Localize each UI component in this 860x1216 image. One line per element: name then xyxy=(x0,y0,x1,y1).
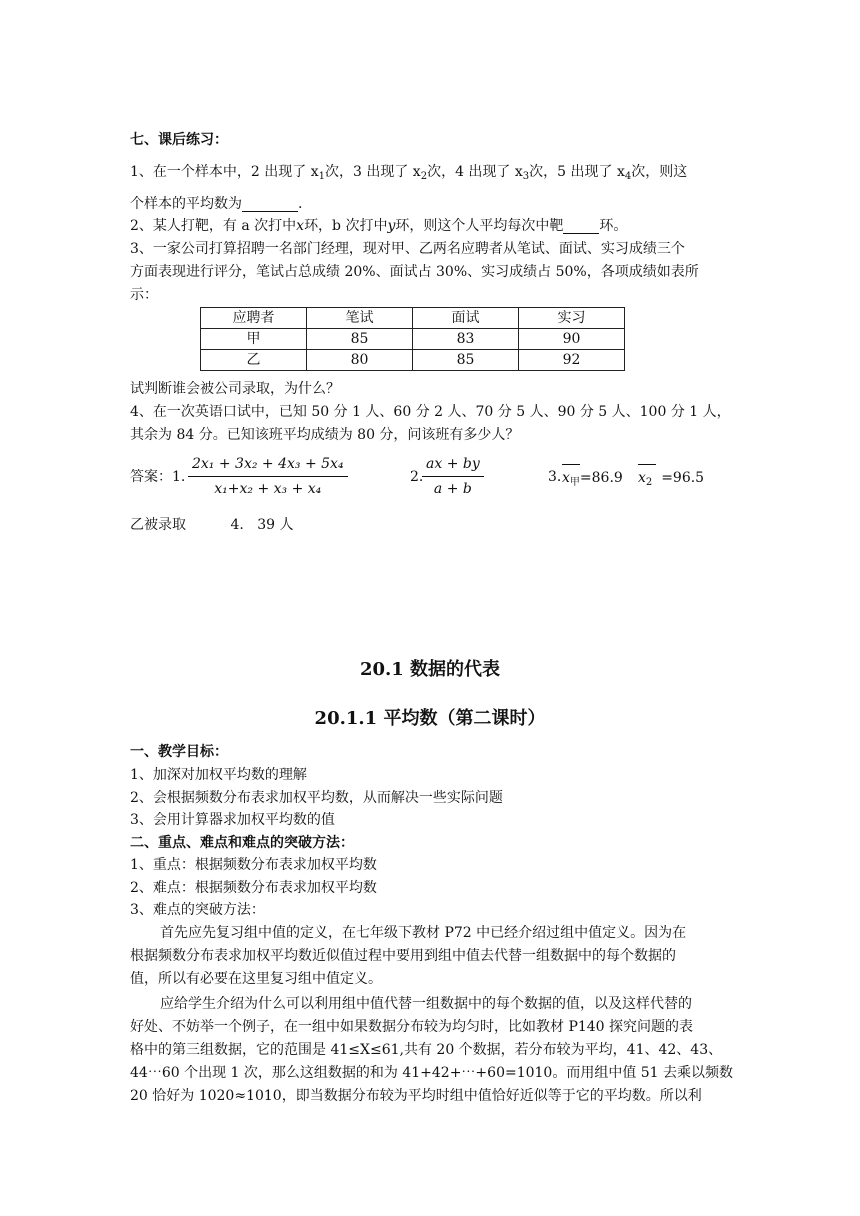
lesson-subtitle: 20.1.1 平均数（第二课时） xyxy=(314,708,546,729)
q2-part-d: 环。 xyxy=(599,218,628,234)
table-cell: 83 xyxy=(413,329,519,350)
q2-part-b: 环，b 次打中 xyxy=(304,218,388,234)
q1-end: . xyxy=(298,196,303,212)
mean-value: =96.5 xyxy=(661,470,705,486)
question-3-line-3: 示： xyxy=(130,287,158,303)
mean-symbol: x xyxy=(638,470,646,486)
paragraph-2-line: 格中的第三组数据，它的范围是 41≤X≤61,共有 20 个数据，若分布较为平均，41、42、43、 xyxy=(130,1042,723,1058)
goal-item: 2、会根据频数分布表求加权平均数，从而解决一些实际问题 xyxy=(130,790,503,806)
question-1-line-2 xyxy=(130,197,302,212)
goal-heading: 一、教学目标： xyxy=(130,744,228,760)
goal-item: 3、会用计算器求加权平均数的值 xyxy=(130,812,335,828)
answer-3-label: 3. xyxy=(548,469,562,485)
overline-bar xyxy=(562,464,580,465)
paragraph-1-line: 值，所以有必要在这里复习组中值定义。 xyxy=(130,971,382,987)
scores-table xyxy=(200,307,625,371)
q1-sub-4: 4 xyxy=(624,171,632,182)
mean-subscript: 甲 xyxy=(569,477,580,488)
table-cell: 80 xyxy=(307,350,413,371)
table-header-cell: 应聘者 xyxy=(201,308,307,329)
goal-item: 1、加深对加权平均数的理解 xyxy=(130,767,307,783)
key-heading: 二、重点、难点和难点的突破方法： xyxy=(130,835,354,851)
key-item: 3、难点的突破方法： xyxy=(130,902,265,918)
lesson-title: 20.1 数据的代表 xyxy=(359,659,501,680)
table-cell: 92 xyxy=(519,350,625,371)
q1-prefix: 1、在一个样本中，2 出现了 x xyxy=(130,164,319,180)
q2-part-a: 2、某人打靶，有 a 次打中 xyxy=(130,218,297,234)
paragraph-2-line: 20 恰好为 1020≈1010，即当数据分布较为平均时组中值恰好近似等于它的平均数。所以利 xyxy=(130,1088,702,1104)
question-3-line-2: 方面表现进行评分，笔试占总成绩 20%、面试占 30%、实习成绩占 50%，各项成绩如表所 xyxy=(130,264,699,280)
table-cell: 乙 xyxy=(201,350,307,371)
table-cell: 90 xyxy=(519,329,625,350)
section-heading-exercises: 七、课后练习： xyxy=(130,132,228,148)
key-item: 2、难点：根据频数分布表求加权平均数 xyxy=(130,880,377,896)
paragraph-2-line: 好处、不妨举一个例子，在一组中如果数据分布较为均匀时，比如教材 P140 探究问题的表 xyxy=(130,1019,694,1035)
answer-3-mean-1 xyxy=(562,470,623,488)
table-cell: 85 xyxy=(413,350,519,371)
q1-text-4: 次，则这 xyxy=(631,164,688,180)
question-1-line-1 xyxy=(130,165,687,182)
answer-2-label: 2. xyxy=(410,469,424,485)
answer-1-denominator: x₁+x₂ + x₃ + x₄ xyxy=(188,476,348,497)
mean-value: =86.9 xyxy=(579,470,623,486)
answer-2-fraction xyxy=(422,456,484,497)
q2-part-c: 环，则这个人平均每次中靶 xyxy=(395,218,564,234)
overline-bar xyxy=(638,464,656,465)
q1-text-2: 次，4 出现了 x xyxy=(427,164,523,180)
answers-line-2: 乙被录取 4. 39 人 xyxy=(130,517,294,533)
table-cell: 85 xyxy=(307,329,413,350)
answer-2-numerator: ax + by xyxy=(426,456,480,472)
q2-var-x: x xyxy=(296,218,305,234)
answer-2-denominator: a + b xyxy=(422,476,484,497)
answer-1-fraction xyxy=(188,456,348,497)
table-row xyxy=(201,350,625,371)
mean-symbol: x xyxy=(562,470,570,486)
question-4-line-1: 4、在一次英语口试中，已知 50 分 1 人、60 分 2 人、70 分 5 人、90 分 5 人、100 分 1 人， xyxy=(130,404,731,420)
key-item: 1、重点：根据频数分布表求加权平均数 xyxy=(130,857,377,873)
q2-var-y: y xyxy=(387,218,396,234)
question-2 xyxy=(130,219,627,234)
answer-1-numerator: 2x₁ + 3x₂ + 4x₃ + 5x₄ xyxy=(192,456,344,472)
q1-text-3: 次，5 出现了 x xyxy=(529,164,625,180)
table-header-cell: 实习 xyxy=(519,308,625,329)
answer-3-mean-2 xyxy=(638,470,704,488)
paragraph-1-line: 首先应先复习组中值的定义，在七年级下教材 P72 中已经介绍过组中值定义。因为在 xyxy=(160,925,687,941)
q1-sub-1: 1 xyxy=(318,171,325,182)
q1-line2: 个样本的平均数为 xyxy=(130,196,242,212)
q1-sub-2: 2 xyxy=(420,171,428,182)
question-3-line-1: 3、一家公司打算招聘一名部门经理，现对甲、乙两名应聘者从笔试、面试、实习成绩三个 xyxy=(130,241,685,257)
q2-answer-blank xyxy=(563,219,599,234)
mean-subscript: 2 xyxy=(645,477,653,488)
paragraph-2-line: 44⋯60 个出现 1 次，那么这组数据的和为 41+42+⋯+60=1010。而用组中值 51 去乘以频数 xyxy=(130,1065,734,1081)
q1-text-1: 次，3 出现了 x xyxy=(325,164,421,180)
question-4-line-2: 其余为 84 分。已知该班平均成绩为 80 分，问该班有多少人？ xyxy=(130,427,520,443)
paragraph-1-line: 根据频数分布表求加权平均数近似值过程中要用到组中值去代替一组数据中的每个数据的 xyxy=(130,948,676,964)
table-row xyxy=(201,329,625,350)
table-header-cell: 面试 xyxy=(413,308,519,329)
q1-answer-blank xyxy=(242,197,298,212)
question-3-after: 试判断谁会被公司录取，为什么？ xyxy=(130,381,340,397)
paragraph-2-line: 应给学生介绍为什么可以利用组中值代替一组数据中的每个数据的值，以及这样代替的 xyxy=(160,996,692,1012)
table-header-cell: 笔试 xyxy=(307,308,413,329)
answers-label: 答案：1. xyxy=(130,469,186,485)
table-header-row xyxy=(201,308,625,329)
table-cell: 甲 xyxy=(201,329,307,350)
q1-sub-3: 3 xyxy=(522,171,530,182)
